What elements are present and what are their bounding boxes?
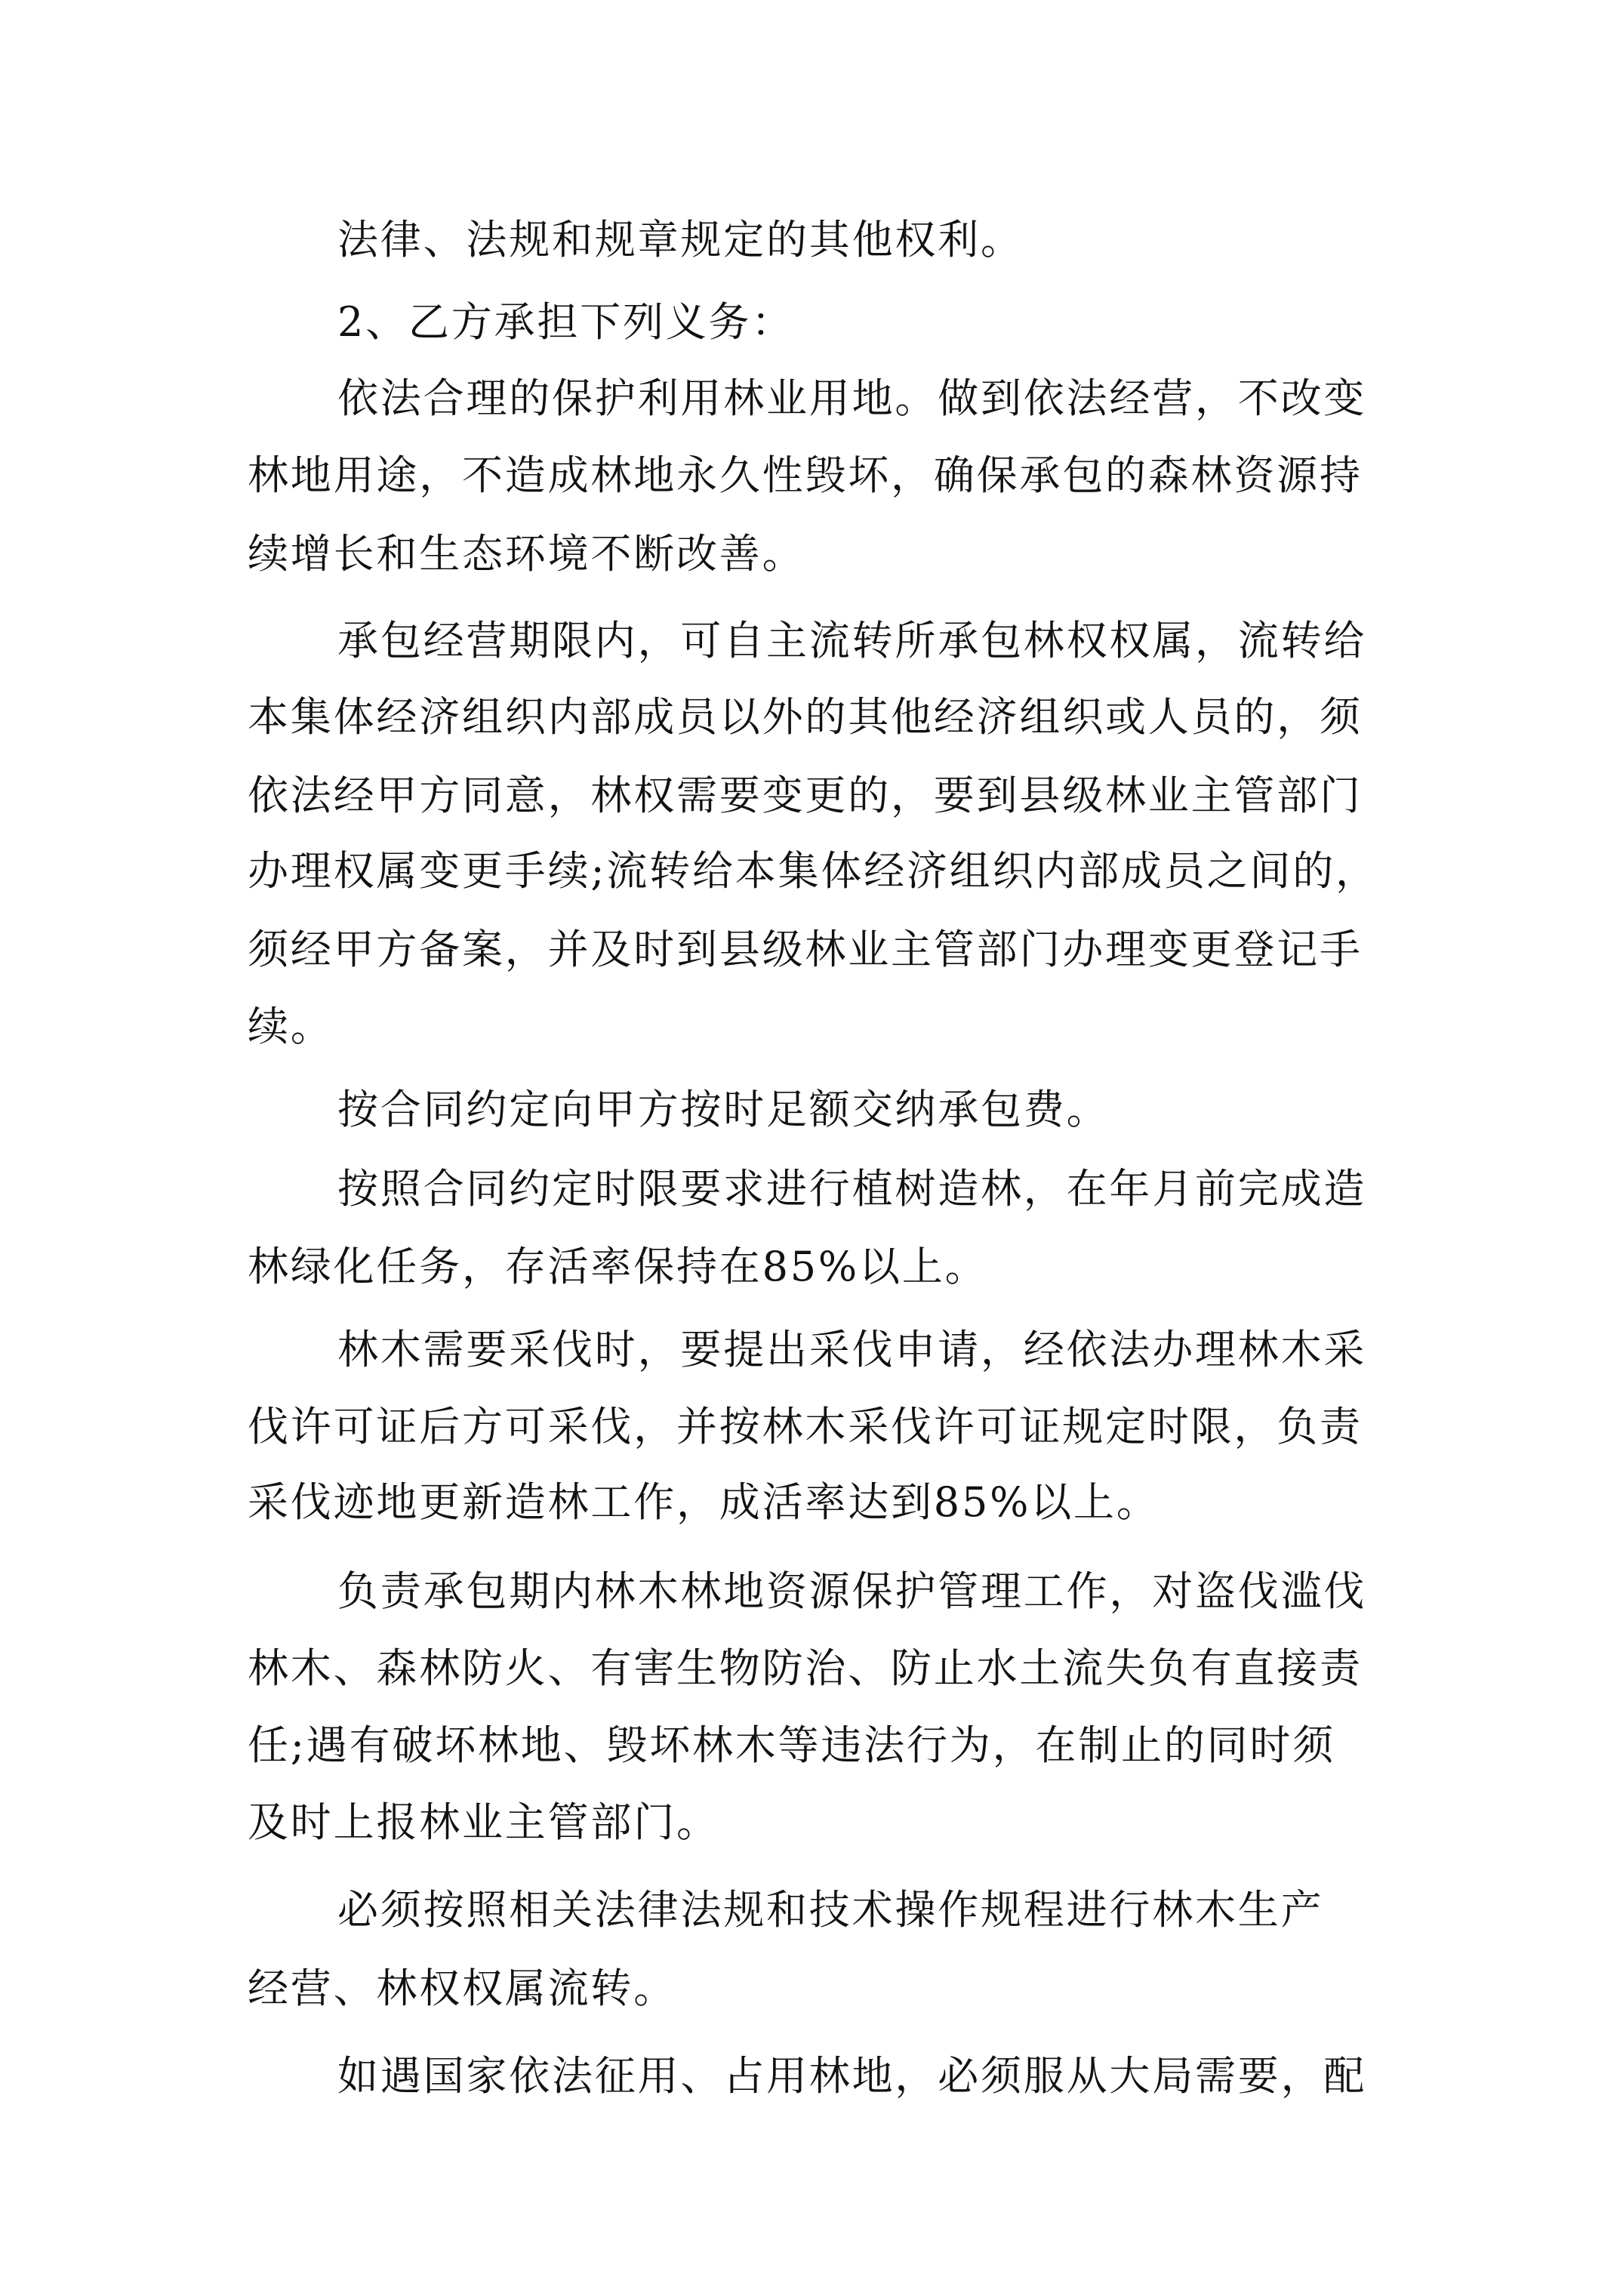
text-line: 负责承包期内林木林地资源保护管理工作，对盗伐滥伐	[337, 1567, 1367, 1615]
text-line: 林木需要采伐时，要提出采伐申请，经依法办理林木采	[337, 1326, 1367, 1373]
text-line: 2、乙方承担下列义务：	[337, 298, 795, 346]
text-line: 办理权属变更手续;流转给本集体经济组织内部成员之间的，	[248, 847, 1378, 895]
text-line: 依法经甲方同意，林权需要变更的，要到县级林业主管部门	[248, 772, 1363, 819]
text-line: 林地用途，不造成林地永久性毁坏，确保承包的森林资源持	[248, 451, 1363, 499]
text-line: 依法合理的保护利用林业用地。做到依法经营，不改变	[337, 374, 1367, 422]
text-line: 及时上报林业主管部门。	[248, 1798, 719, 1846]
text-line: 本集体经济组织内部成员以外的其他经济组织或人员的，须	[248, 693, 1363, 741]
text-line: 任;遇有破坏林地、毁坏林木等违法行为，在制止的同时须	[248, 1721, 1335, 1769]
text-line: 按合同约定向甲方按时足额交纳承包费。	[337, 1086, 1110, 1133]
text-line: 伐许可证后方可采伐，并按林木采伐许可证规定时限，负责	[248, 1403, 1363, 1450]
text-line: 续。	[248, 1003, 334, 1050]
text-line: 必须按照相关法律法规和技术操作规程进行林木生产	[337, 1886, 1324, 1934]
text-line: 林绿化任务，存活率保持在85%以上。	[248, 1243, 988, 1290]
text-line: 如遇国家依法征用、占用林地，必须服从大局需要，配	[337, 2052, 1367, 2100]
text-line: 法律、法规和规章规定的其他权利。	[337, 216, 1024, 264]
text-line: 经营、林权权属流转。	[248, 1965, 676, 2012]
text-line: 按照合同约定时限要求进行植树造林，在年月前完成造	[337, 1165, 1367, 1213]
text-line: 林木、森林防火、有害生物防治、防止水土流失负有直接责	[248, 1644, 1363, 1692]
text-line: 承包经营期限内，可自主流转所承包林权权属，流转给	[337, 617, 1367, 664]
text-line: 采伐迹地更新造林工作，成活率达到85%以上。	[248, 1478, 1160, 1526]
text-line: 续增长和生态环境不断改善。	[248, 530, 805, 578]
text-line: 须经甲方备案，并及时到县级林业主管部门办理变更登记手	[248, 926, 1363, 973]
